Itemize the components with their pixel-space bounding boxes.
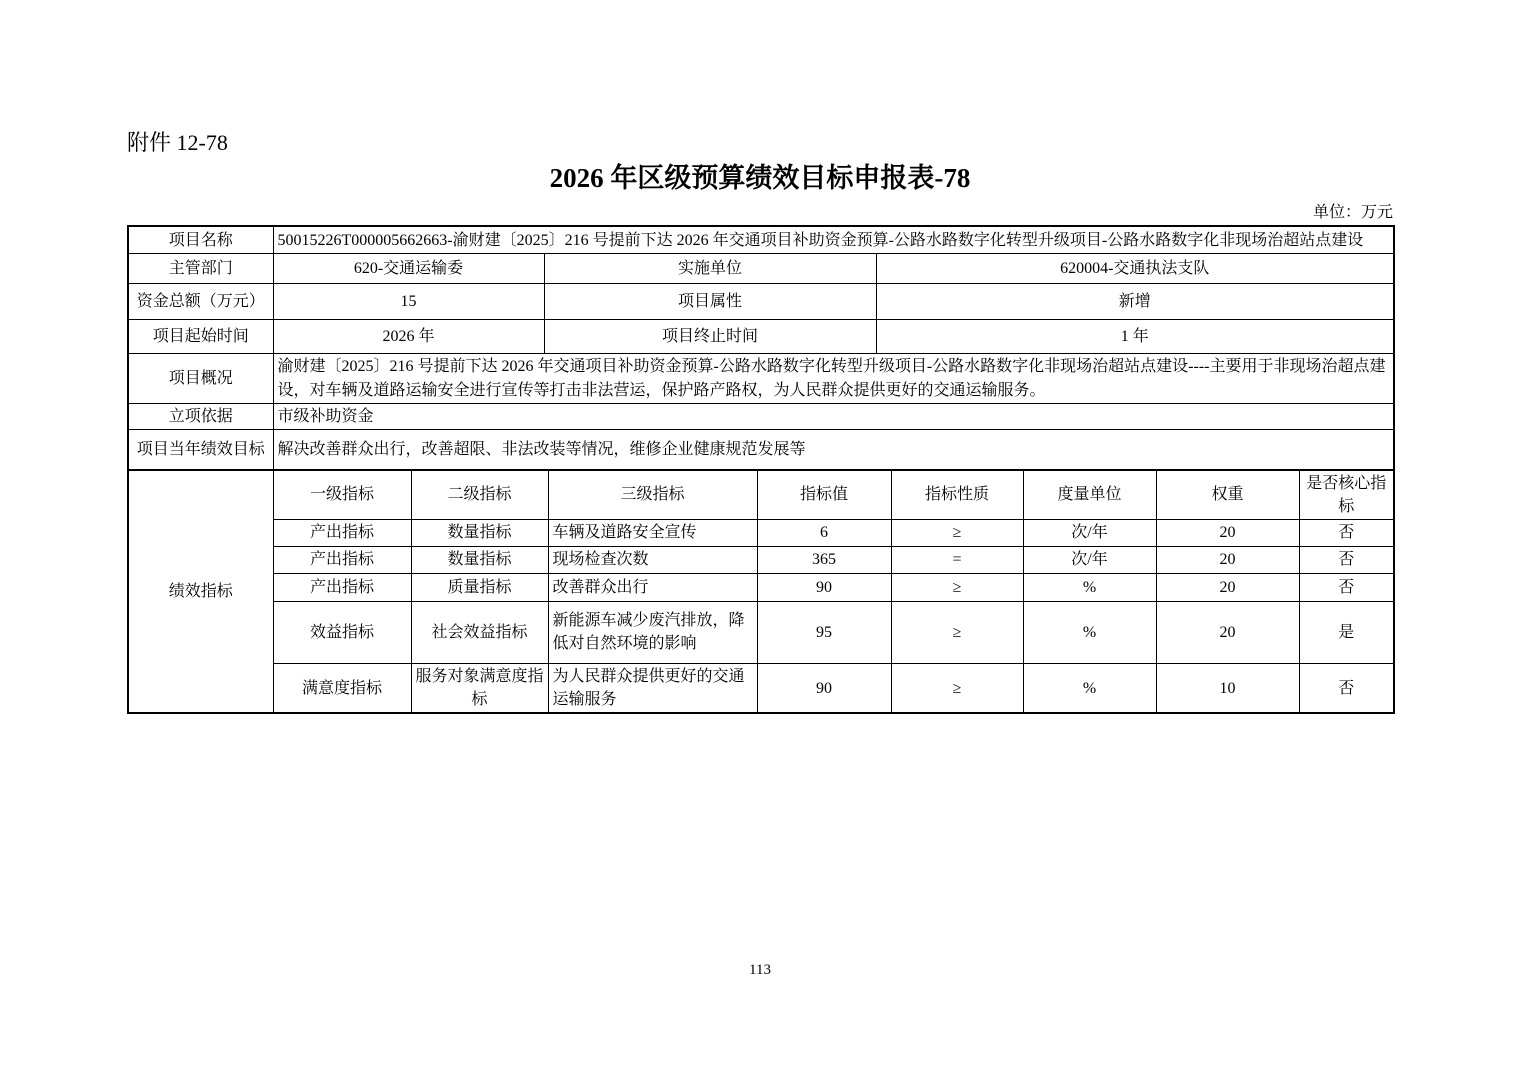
indicator-level3: 现场检查次数 xyxy=(548,546,757,573)
indicator-nature: ≥ xyxy=(891,601,1023,663)
basis-value: 市级补助资金 xyxy=(273,403,1394,429)
indicator-header-value: 指标值 xyxy=(757,470,891,520)
total-funds-label: 资金总额（万元） xyxy=(128,284,273,320)
table-row xyxy=(128,320,1394,354)
indicator-value: 90 xyxy=(757,573,891,601)
page-number: 113 xyxy=(749,962,771,978)
indicator-nature: ≥ xyxy=(891,573,1023,601)
indicator-level2: 数量指标 xyxy=(411,546,548,573)
indicator-level2: 社会效益指标 xyxy=(411,601,548,663)
indicator-header-unit: 度量单位 xyxy=(1023,470,1156,520)
overview-value: 渝财建〔2025〕216 号提前下达 2026 年交通项目补助资金预算-公路水路数字化转型升级项目-公路水路数字化非现场治超站点建设----主要用于非现场治超点建设，对车辆及道路运输安全进行宣传等打击非法营运，保护路产路权，为人民群众提供更好的交通运输服务。 xyxy=(273,354,1394,403)
indicator-nature: ≥ xyxy=(891,663,1023,713)
project-attribute-value: 新增 xyxy=(876,284,1394,320)
indicator-core: 否 xyxy=(1299,573,1394,601)
basis-label: 立项依据 xyxy=(128,403,273,429)
indicator-core: 否 xyxy=(1299,519,1394,546)
unit-label: 单位：万元 xyxy=(1312,203,1393,221)
indicator-level3: 新能源车减少废汽排放，降低对自然环境的影响 xyxy=(548,601,757,663)
overview-label: 项目概况 xyxy=(128,354,273,403)
indicator-level1: 效益指标 xyxy=(273,601,411,663)
indicator-unit: 次/年 xyxy=(1023,546,1156,573)
start-time-value: 2026 年 xyxy=(273,320,544,354)
indicator-core: 是 xyxy=(1299,601,1394,663)
indicator-level1: 产出指标 xyxy=(273,573,411,601)
annual-goal-label: 项目当年绩效目标 xyxy=(128,430,273,470)
project-name-label: 项目名称 xyxy=(128,226,273,254)
document-page xyxy=(127,0,1393,714)
total-funds-value: 15 xyxy=(273,284,544,320)
indicator-weight: 10 xyxy=(1156,663,1299,713)
indicator-nature: ≥ xyxy=(891,519,1023,546)
table-row xyxy=(128,284,1394,320)
indicator-level2: 服务对象满意度指标 xyxy=(411,663,548,713)
indicator-unit: % xyxy=(1023,573,1156,601)
attachment-label: 附件 12-78 xyxy=(127,130,228,155)
indicator-core: 否 xyxy=(1299,663,1394,713)
project-name-value: 50015226T000005662663-渝财建〔2025〕216 号提前下达 2026 年交通项目补助资金预算-公路水路数字化转型升级项目-公路水路数字化非现场治超站点建设 xyxy=(273,226,1394,254)
indicator-value: 90 xyxy=(757,663,891,713)
performance-indicators-table xyxy=(127,469,1395,715)
indicator-unit: % xyxy=(1023,663,1156,713)
indicator-level2: 质量指标 xyxy=(411,573,548,601)
indicator-level1: 满意度指标 xyxy=(273,663,411,713)
indicator-header-level1: 一级指标 xyxy=(273,470,411,520)
page-title: 2026 年区级预算绩效目标申报表-78 xyxy=(549,163,971,194)
start-time-label: 项目起始时间 xyxy=(128,320,273,354)
indicator-nature: = xyxy=(891,546,1023,573)
indicator-row xyxy=(128,573,1394,601)
annual-goal-value: 解决改善群众出行，改善超限、非法改装等情况，维修企业健康规范发展等 xyxy=(273,430,1394,470)
indicator-header-level2: 二级指标 xyxy=(411,470,548,520)
department-value: 620-交通运输委 xyxy=(273,254,544,284)
indicator-header-weight: 权重 xyxy=(1156,470,1299,520)
indicator-value: 95 xyxy=(757,601,891,663)
indicator-row xyxy=(128,519,1394,546)
indicator-value: 365 xyxy=(757,546,891,573)
implementer-label: 实施单位 xyxy=(544,254,876,284)
indicator-header-level3: 三级指标 xyxy=(548,470,757,520)
indicator-level3: 车辆及道路安全宣传 xyxy=(548,519,757,546)
table-row xyxy=(128,430,1394,470)
implementer-value: 620004-交通执法支队 xyxy=(876,254,1394,284)
indicator-row xyxy=(128,601,1394,663)
indicator-core: 否 xyxy=(1299,546,1394,573)
indicator-level3: 改善群众出行 xyxy=(548,573,757,601)
department-label: 主管部门 xyxy=(128,254,273,284)
project-attribute-label: 项目属性 xyxy=(544,284,876,320)
table-row xyxy=(128,254,1394,284)
table-row xyxy=(128,403,1394,429)
indicator-unit: % xyxy=(1023,601,1156,663)
table-row xyxy=(128,354,1394,403)
indicator-level1: 产出指标 xyxy=(273,546,411,573)
indicator-row xyxy=(128,663,1394,713)
indicator-level1: 产出指标 xyxy=(273,519,411,546)
performance-indicators-section-label: 绩效指标 xyxy=(128,470,273,714)
end-time-label: 项目终止时间 xyxy=(544,320,876,354)
project-info-table xyxy=(127,225,1395,471)
indicator-weight: 20 xyxy=(1156,601,1299,663)
indicator-header-nature: 指标性质 xyxy=(891,470,1023,520)
indicator-weight: 20 xyxy=(1156,546,1299,573)
end-time-value: 1 年 xyxy=(876,320,1394,354)
indicator-value: 6 xyxy=(757,519,891,546)
indicator-header-row xyxy=(128,470,1394,520)
indicator-weight: 20 xyxy=(1156,519,1299,546)
indicator-header-core: 是否核心指标 xyxy=(1299,470,1394,520)
indicator-level3: 为人民群众提供更好的交通运输服务 xyxy=(548,663,757,713)
indicator-unit: 次/年 xyxy=(1023,519,1156,546)
indicator-level2: 数量指标 xyxy=(411,519,548,546)
indicator-weight: 20 xyxy=(1156,573,1299,601)
indicator-row xyxy=(128,546,1394,573)
table-row xyxy=(128,226,1394,254)
